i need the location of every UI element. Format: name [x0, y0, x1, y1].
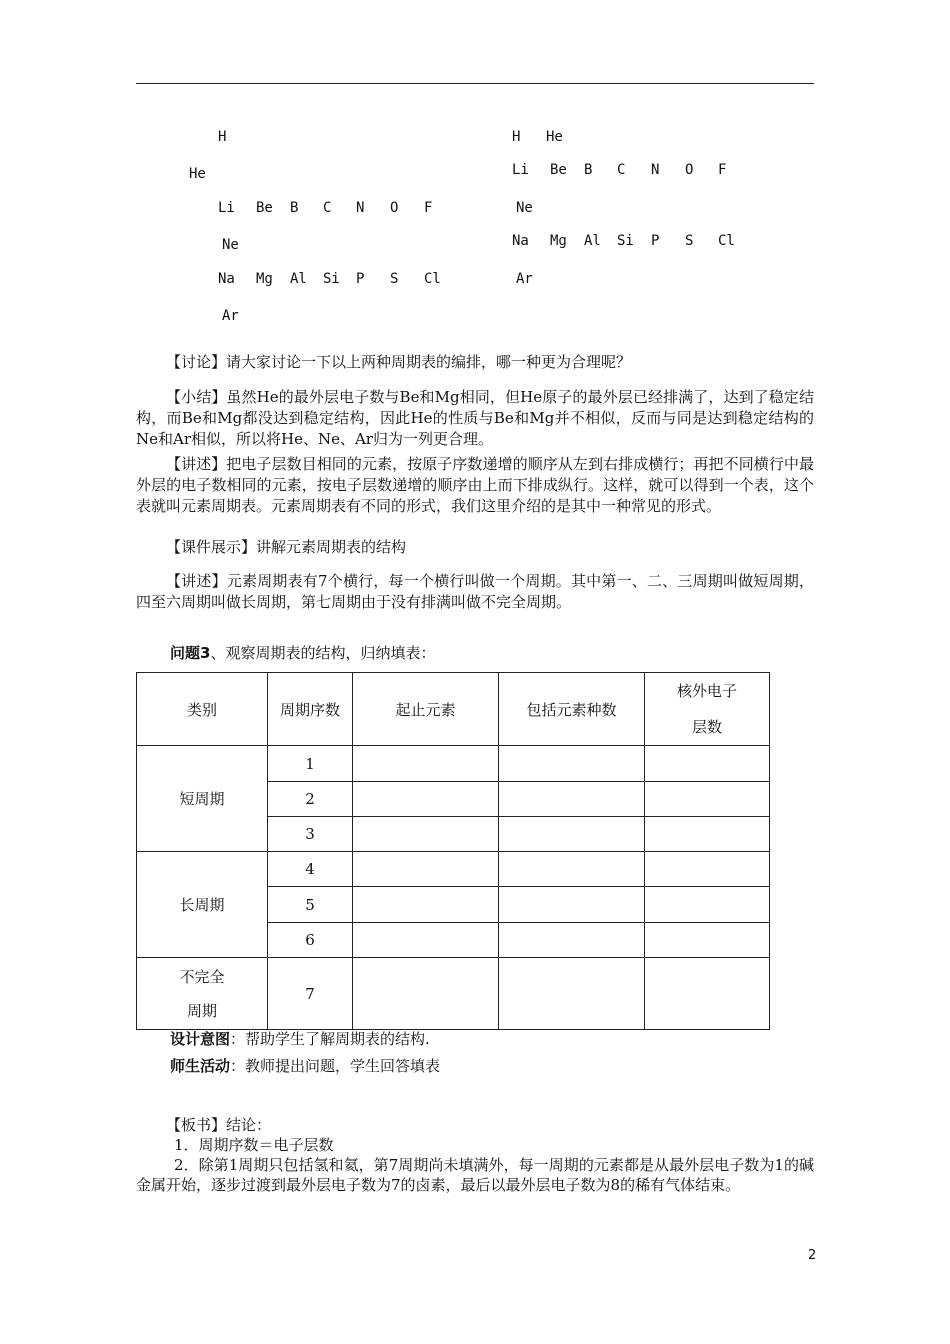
- blank-cell[interactable]: [499, 746, 645, 782]
- element-symbol: C: [617, 162, 626, 178]
- element-symbol: Cl: [424, 271, 441, 287]
- activity-label: 师生活动: [170, 1057, 231, 1075]
- header-element-count: 包括元素种数: [499, 673, 645, 746]
- element-symbol: Mg: [550, 233, 567, 249]
- header-rule: [136, 83, 814, 84]
- element-symbol: B: [290, 200, 299, 216]
- element-symbol: Mg: [256, 271, 273, 287]
- blank-cell[interactable]: [499, 782, 645, 817]
- element-symbol: N: [651, 162, 660, 178]
- element-symbol: O: [390, 200, 399, 216]
- element-symbol: Na: [512, 233, 529, 249]
- blank-cell[interactable]: [645, 887, 770, 923]
- period-number: 3: [268, 817, 353, 852]
- blank-cell[interactable]: [645, 958, 770, 1030]
- element-symbol: Al: [290, 271, 307, 287]
- activity-text: ：教师提出问题，学生回答填表: [230, 1057, 441, 1075]
- blank-cell[interactable]: [499, 923, 645, 958]
- board-item-2: 2．除第1周期只包括氢和氦，第7周期尚未填满外，每一周期的元素都是从最外层电子数为1的碱金属开始，逐步过渡到最外层电子数为7的卤素，最后以最外层电子数为8的稀有气体结束。: [136, 1156, 814, 1194]
- blank-cell[interactable]: [353, 923, 499, 958]
- lecture-paragraph-2: 【讲述】元素周期表有7个横行，每一个横行叫做一个周期。其中第一、二、三周期叫做短周期，四至六周期叫做长周期，第七周期由于没有排满叫做不完全周期。: [136, 572, 814, 611]
- element-symbol: P: [356, 271, 365, 287]
- header-period-number: 周期序数: [268, 673, 353, 746]
- element-symbol: Ne: [222, 237, 239, 253]
- summary-paragraph: 【小结】虽然He的最外层电子数与Be和Mg相同，但He原子的最外层已经排满了，达到了稳定结构，而Be和Mg都没达到稳定结构，因此He的性质与Be和Mg并不相似，反而与同是达到稳定结构的Ne和Ar相似，所以将He、Ne、Ar归为一列更合理。: [136, 388, 814, 448]
- element-symbol: Na: [218, 271, 235, 287]
- element-symbol: O: [685, 162, 694, 178]
- period-number: 6: [268, 923, 353, 958]
- blank-cell[interactable]: [353, 958, 499, 1030]
- element-symbol: N: [356, 200, 365, 216]
- header-category: 类别: [137, 673, 268, 746]
- period-structure-table: [136, 672, 770, 1030]
- period-number: 2: [268, 782, 353, 817]
- header-start-end-elements: 起止元素: [353, 673, 499, 746]
- element-symbol: S: [390, 271, 399, 287]
- period-number: 5: [268, 887, 353, 923]
- question-line: [170, 643, 810, 664]
- element-symbol: Be: [256, 200, 273, 216]
- blank-cell[interactable]: [353, 746, 499, 782]
- blank-cell[interactable]: [499, 958, 645, 1030]
- activity-line: [170, 1056, 810, 1077]
- header-electron-shells-line1: 核外电子: [676, 682, 737, 700]
- design-intent-text: ：帮助学生了解周期表的结构.: [230, 1030, 430, 1048]
- element-symbol: Li: [512, 162, 529, 178]
- element-symbol: Si: [323, 271, 340, 287]
- blank-cell[interactable]: [353, 887, 499, 923]
- blank-cell[interactable]: [645, 923, 770, 958]
- blank-cell[interactable]: [353, 817, 499, 852]
- element-symbol: B: [584, 162, 593, 178]
- element-symbol: Ar: [516, 271, 533, 287]
- category-incomplete-line2: 周期: [186, 1001, 217, 1020]
- blank-cell[interactable]: [645, 852, 770, 887]
- period-number: 7: [268, 958, 353, 1030]
- blank-cell[interactable]: [499, 852, 645, 887]
- element-symbol: Be: [550, 162, 567, 178]
- blank-cell[interactable]: [353, 782, 499, 817]
- design-intent-line: [170, 1029, 810, 1050]
- courseware-paragraph: 【课件展示】讲解元素周期表的结构: [166, 538, 407, 556]
- element-symbol: H: [512, 129, 521, 145]
- element-symbol: S: [685, 233, 694, 249]
- blank-cell[interactable]: [499, 817, 645, 852]
- category-short-period: 短周期: [137, 746, 268, 852]
- board-title: 【板书】结论：: [166, 1116, 272, 1134]
- element-symbol: Al: [584, 233, 601, 249]
- category-incomplete-period: [137, 958, 268, 1030]
- element-symbol: Si: [617, 233, 634, 249]
- period-number: 1: [268, 746, 353, 782]
- element-symbol: He: [546, 129, 563, 145]
- period-number: 4: [268, 852, 353, 887]
- header-electron-shells-line2: 层数: [691, 718, 722, 736]
- header-electron-shells: [645, 673, 770, 746]
- blank-cell[interactable]: [353, 852, 499, 887]
- lecture-paragraph-1: 【讲述】把电子层数目相同的元素，按原子序数递增的顺序从左到右排成横行；再把不同横行中最外层的电子数相同的元素，按电子层数递增的顺序由上而下排成纵行。这样，就可以得到一个表，这个表就叫元素周期表。元素周期表有不同的形式，我们这里介绍的是其中一种常见的形式。: [136, 455, 814, 515]
- element-symbol: He: [189, 166, 206, 182]
- element-symbol: C: [323, 200, 332, 216]
- board-item-1: 1．周期序数＝电子层数: [174, 1136, 334, 1154]
- question-text: 、观察周期表的结构，归纳填表：: [210, 644, 436, 662]
- element-symbol: H: [218, 129, 227, 145]
- category-incomplete-line1: 不完全: [179, 967, 225, 986]
- blank-cell[interactable]: [499, 887, 645, 923]
- element-symbol: Ar: [222, 308, 239, 324]
- element-symbol: F: [718, 162, 727, 178]
- blank-cell[interactable]: [645, 782, 770, 817]
- element-symbol: F: [424, 200, 433, 216]
- page-number: 2: [808, 1248, 817, 1263]
- element-symbol: P: [651, 233, 660, 249]
- element-symbol: Ne: [516, 200, 533, 216]
- design-intent-label: 设计意图: [170, 1030, 231, 1048]
- element-symbol: Cl: [718, 233, 735, 249]
- category-long-period: 长周期: [137, 852, 268, 958]
- blank-cell[interactable]: [645, 817, 770, 852]
- element-symbol: Li: [218, 200, 235, 216]
- question-label: 问题3: [170, 644, 211, 662]
- discussion-paragraph: 【讨论】请大家讨论一下以上两种周期表的编排，哪一种更为合理呢？: [166, 353, 632, 371]
- blank-cell[interactable]: [645, 746, 770, 782]
